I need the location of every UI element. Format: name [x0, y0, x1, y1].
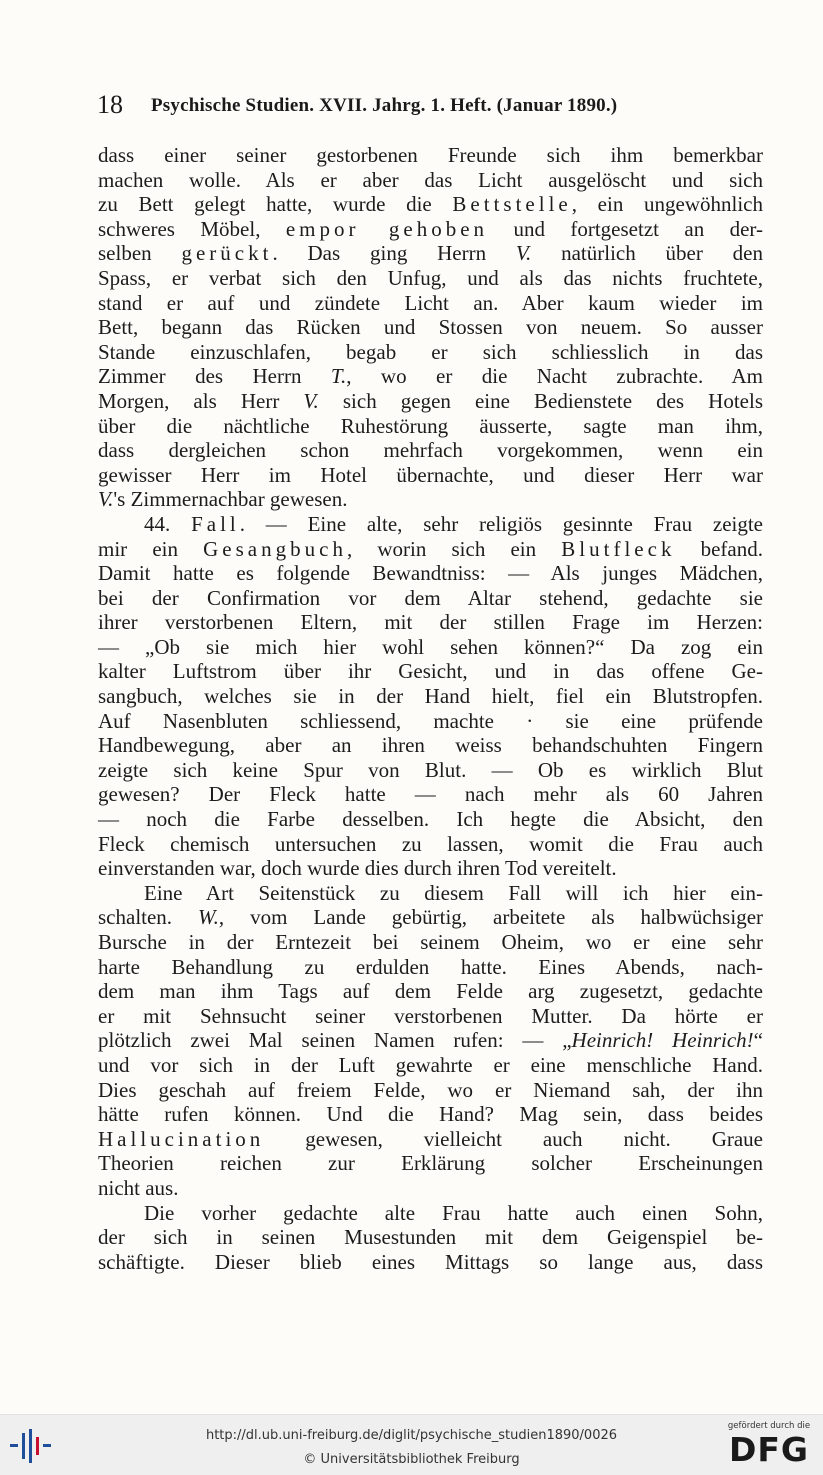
page-header	[97, 90, 762, 120]
spaced-emphasis: empor gehoben	[285, 216, 489, 241]
text-line: gewesen? Der Fleck hatte — nach mehr als 60 Jahren	[98, 782, 763, 807]
text-line: Dies geschah auf freiem Felde, wo er Niemand sah, der ihn	[98, 1077, 763, 1102]
italic-name: V.	[98, 487, 114, 512]
text-line: dass dergleichen schon mehrfach vorgekommen, wenn ein	[98, 438, 763, 463]
text-line: der sich in seinen Musestunden mit dem Geigenspiel be-	[98, 1225, 763, 1250]
text-line: Theorien reichen zur Erklärung solcher Erscheinungen	[98, 1151, 763, 1176]
text-line: schäftigte. Dieser blieb eines Mittags so lange aus, dass	[98, 1249, 763, 1274]
text-line: schweres Möbel, empor gehoben und fortgesetzt an der-	[98, 216, 764, 241]
italic-name: V.	[303, 388, 319, 413]
text-line: dem man ihm Tags auf dem Felde arg zugesetzt, gedachte	[98, 979, 763, 1004]
text-line: er mit Sehnsucht seiner verstorbenen Mutter. Da hörte er	[98, 1003, 763, 1028]
text-line: ihrer verstorbenen Eltern, mit der stillen Frage im Herzen:	[98, 610, 763, 635]
text-line: zu Bett gelegt hatte, wurde die Bettstelle, ein ungewöhnlich	[98, 192, 763, 217]
dfg-wordmark: DFG	[728, 1430, 810, 1469]
text-line: Bursche in der Erntezeit bei seinem Oheim, wo er eine sehr	[98, 930, 763, 954]
italic-name: W.	[198, 905, 219, 930]
text-line: kalter Luftstrom über ihr Gesicht, und in das offene Ge-	[98, 659, 763, 684]
text-line: Bett, begann das Rücken und Stossen von neuem. So ausser	[98, 315, 763, 340]
text-line: schalten. W., vom Lande gebürtig, arbeitete als halbwüchsiger	[98, 905, 764, 930]
text-line: zeigte sich keine Spur von Blut. — Ob es wirklich Blut	[98, 757, 763, 782]
copyright-notice: © Universitätsbibliothek Freiburg	[303, 1452, 520, 1467]
text-line: mir ein Gesangbuch, worin sich ein Blutfleck befand.	[98, 536, 763, 561]
text-line: V.'s Zimmernachbar gewesen.	[98, 487, 348, 512]
page-number: 18	[97, 90, 123, 119]
spaced-emphasis: Bettstelle	[452, 192, 572, 217]
text-line: Fleck chemisch untersuchen zu lassen, womit die Frau auch	[98, 831, 763, 856]
text-line: Handbewegung, aber an ihren weiss behandschuhten Fingern	[98, 733, 763, 758]
text-line: über die nächtliche Ruhestörung äusserte, sagte man ihm,	[98, 413, 763, 438]
permalink-url[interactable]: http://dl.ub.uni-freiburg.de/diglit/psychische_studien1890/0026	[205, 1428, 618, 1443]
spaced-emphasis: Fall	[191, 511, 240, 536]
text-line: Damit hatte es folgende Bewandtniss: — Als junges Mädchen,	[98, 561, 763, 586]
text-line: — noch die Farbe desselben. Ich hegte die Absicht, den	[98, 807, 763, 832]
text-line: sangbuch, welches sie in der Hand hielt, fiel ein Blutstropfen.	[98, 684, 763, 709]
text-line: harte Behandlung zu erdulden hatte. Eines Abends, nach-	[98, 954, 763, 979]
spaced-emphasis: Gesangbuch	[203, 536, 347, 561]
text-line: hätte rufen können. Und die Hand? Mag sein, dass beides	[98, 1102, 763, 1127]
text-line: 44. Fall. — Eine alte, sehr religiös gesinnte Frau zeigte	[144, 511, 764, 536]
text-line: nicht aus.	[98, 1175, 179, 1200]
text-line: Auf Nasenbluten schliessend, machte · sie eine prüfende	[98, 708, 763, 733]
text-line: dass einer seiner gestorbenen Freunde sich ihm bemerkbar	[98, 143, 763, 167]
text-line: Stande einzuschlafen, begab er sich schliesslich in das	[98, 339, 763, 364]
text-line: Spass, er verbat sich den Unfug, und als das nichts fruchtete,	[98, 265, 763, 290]
text-line: Die vorher gedachte alte Frau hatte auch einen Sohn,	[144, 1200, 763, 1225]
text-line: bei der Confirmation vor dem Altar stehend, gedachte sie	[98, 585, 763, 610]
text-line: einverstanden war, doch wurde dies durch ihren Tod vereitelt.	[98, 856, 617, 881]
italic-name: V.	[515, 241, 532, 266]
running-title: Psychische Studien. XVII. Jahrg. 1. Heft. (Januar 1890.)	[151, 95, 618, 116]
spaced-emphasis: Blutfleck	[561, 536, 676, 561]
spaced-emphasis: gerückt	[181, 241, 273, 266]
body-text	[98, 143, 763, 1274]
text-line: stand er auf und zündete Licht an. Aber kaum wieder im	[98, 290, 763, 315]
italic-name: T.	[330, 364, 347, 389]
spaced-emphasis: Hallucination	[98, 1126, 265, 1151]
text-line: plötzlich zwei Mal seinen Namen rufen: — „Heinrich! Heinrich!“	[98, 1028, 763, 1053]
text-line: selben gerückt. Das ging Herrn V. natürlich über den	[98, 241, 764, 266]
text-line: gewisser Herr im Hotel übernachte, und dieser Herr war	[98, 462, 763, 487]
text-line: Morgen, als Herr V. sich gegen eine Bedienstete des Hotels	[98, 388, 763, 413]
viewer-footer	[0, 1414, 823, 1475]
text-line: und vor sich in der Luft gewahrte er eine menschliche Hand.	[98, 1052, 763, 1077]
text-line: machen wolle. Als er aber das Licht ausgelöscht und sich	[98, 167, 763, 192]
funding-note: gefördert durch die	[727, 1421, 811, 1431]
italic-quote: Heinrich! Heinrich!	[571, 1028, 754, 1053]
text-line: Hallucination gewesen, vielleicht auch nicht. Graue	[98, 1126, 763, 1151]
dfg-logo[interactable]	[727, 1421, 811, 1471]
text-line: — „Ob sie mich hier wohl sehen können?“ Da zog ein	[98, 634, 763, 659]
text-line: Zimmer des Herrn T., wo er die Nacht zubrachte. Am	[98, 364, 763, 389]
text-line: Eine Art Seitenstück zu diesem Fall will ich hier ein-	[144, 880, 763, 905]
